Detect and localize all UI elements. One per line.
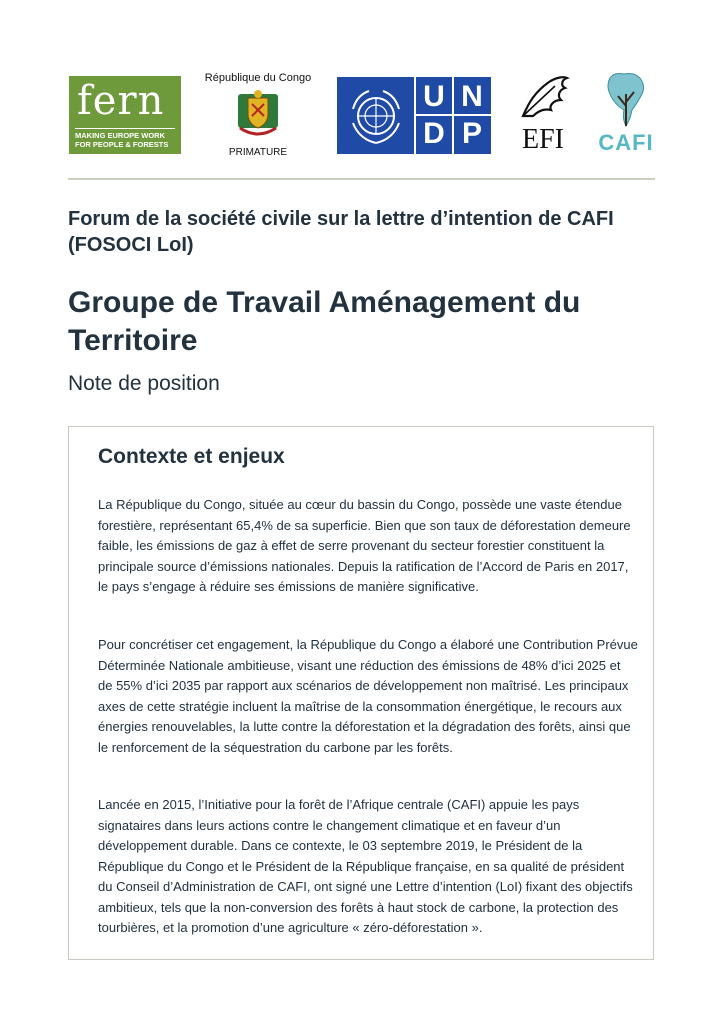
- oak-leaf-icon: [515, 72, 571, 120]
- section-heading: Contexte et enjeux: [98, 445, 285, 468]
- africa-tree-icon: [604, 70, 648, 128]
- forum-title: Forum de la société civile sur la lettre d’intention de CAFI (FOSOCI LoI): [68, 208, 614, 256]
- paragraph-3: Lancée en 2015, l’Initiative pour la forêt de l’Afrique centrale (CAFI) appuie les pays signataires dans leurs actions contre le changement climatique et en faveur d’un développement durable. Dans ce contexte, le 03 septembre 2019, le Président de la République du Congo et le Président de la République française, en sa qualité de président du Conseil d’Administration de CAFI, ont signé une Lettre d’intention (LoI) fixant des objectifs ambitieux, tels que la non-conversion des forêts à haut stock de carbone, la protection des tourbières, et la promotion d’une agriculture « zéro-déforestation ».: [98, 797, 633, 935]
- congo-logo: [196, 72, 320, 162]
- paragraph-2: Pour concrétiser cet engagement, la République du Congo a élaboré une Contribution Prévue Déterminée Nationale ambitieuse, visant une réduction des émissions de 48% d’ici 2025 et de 55% d’ici 2035 par rapport aux scénarios de développement non maîtrisé. Les principaux axes de cette stratégie incluent la maîtrise de la consommation énergétique, le recours aux énergies renouvelables, la lutte contre la déforestation et la dégradation des forêts, ainsi que le renforcement de la séquestration du carbone par les forêts.: [98, 637, 638, 755]
- undp-divider-h: [414, 114, 491, 116]
- header-divider: [68, 178, 655, 180]
- cafi-logo: [592, 70, 660, 156]
- fern-logo: [69, 76, 181, 154]
- undp-divider-v2: [414, 77, 416, 154]
- congo-country-label: République du Congo: [204, 72, 312, 84]
- undp-letter-p: P: [461, 117, 482, 150]
- fern-tagline: MAKING EUROPE WORK FOR PEOPLE & FORESTS: [75, 128, 175, 149]
- fern-wordmark: fern: [77, 78, 165, 124]
- page-title: Groupe de Travail Aménagement du Territoire: [68, 286, 581, 357]
- un-emblem-icon: [343, 83, 409, 149]
- efi-wordmark: EFI: [522, 124, 564, 155]
- efi-logo: [513, 70, 573, 156]
- undp-letter-d: D: [423, 117, 445, 150]
- page-subtitle: Note de position: [68, 372, 220, 395]
- logo-bar: [0, 0, 724, 180]
- paragraph-1: La République du Congo, située au cœur du bassin du Congo, possède une vaste étendue forestière, représentant 65,4% de sa superficie. Bien que son taux de déforestation demeure faible, les émissions de gaz à effet de serre provenant du secteur forestier constituent la principale source d’émissions nationales. Depuis la ratification de l’Accord de Paris en 2017, le pays s’engage à réduire ses émissions de manière significative.: [98, 497, 631, 594]
- undp-letter-u: U: [423, 80, 445, 113]
- context-section: [68, 426, 654, 960]
- congo-primature-label: PRIMATURE: [228, 147, 288, 158]
- coat-of-arms-icon: [234, 88, 282, 140]
- undp-logo: [337, 77, 491, 154]
- undp-letter-n: N: [461, 80, 483, 113]
- cafi-wordmark: CAFI: [598, 130, 654, 155]
